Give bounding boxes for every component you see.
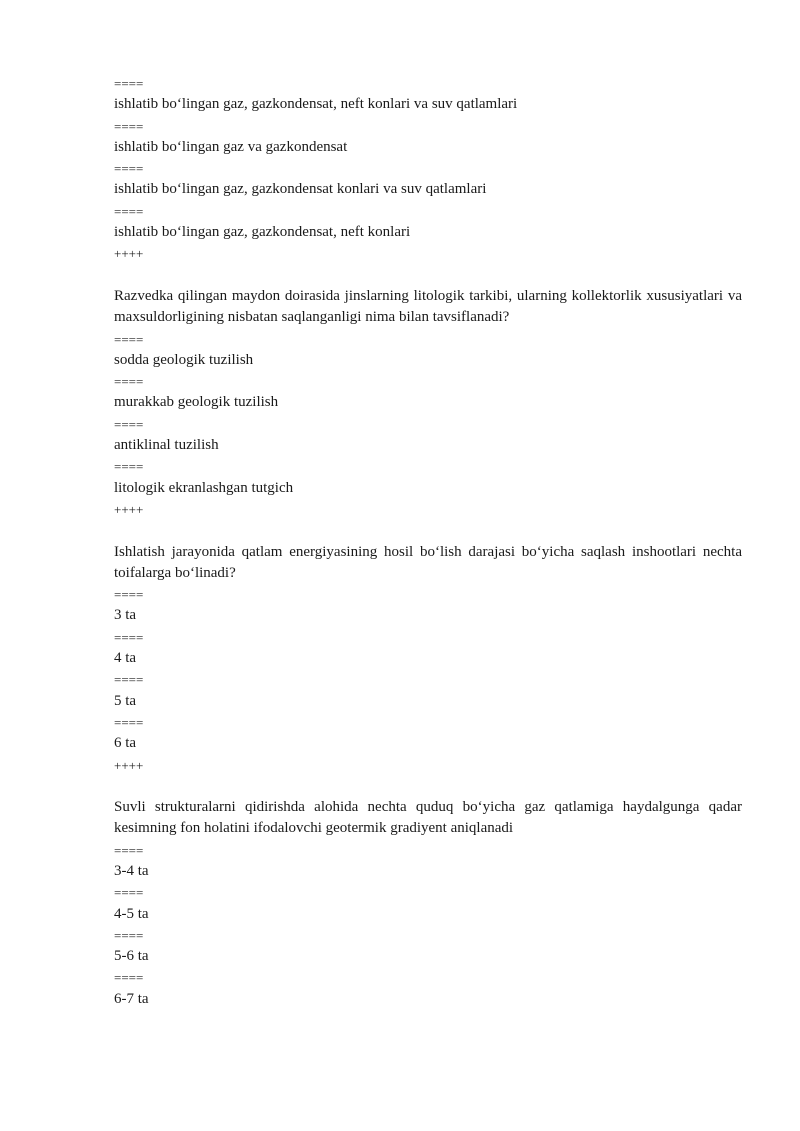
answer-option: 3-4 ta	[114, 862, 149, 879]
option-separator: ====	[114, 118, 144, 134]
answer-option: 4 ta	[114, 650, 137, 667]
answer-option: ishlatib boʻlingan gaz, gazkondensat, neft konlari va suv qatlamlari	[114, 96, 518, 113]
option-separator: ====	[114, 76, 144, 91]
option-separator: ====	[114, 374, 144, 390]
option-separator: ====	[114, 842, 144, 858]
answer-option: ishlatib boʻlingan gaz, gazkondensat, neft konlari	[114, 224, 411, 241]
question-block	[114, 797, 742, 1010]
question-text: Razvedka qilingan maydon doirasida jinslarning litologik tarkibi, ularning kollektorlik xususiyatlari va maxsuldorligining nisbatan saqlanganligi nima bilan tavsiflanadi?	[114, 287, 742, 326]
question-block	[114, 73, 742, 265]
option-separator: ====	[114, 927, 144, 943]
option-separator: ====	[114, 885, 144, 901]
answer-option: murakkab geologik tuzilish	[114, 394, 279, 411]
option-separator: ====	[114, 629, 144, 645]
answer-option: 5-6 ta	[114, 948, 149, 965]
answer-option: 5 ta	[114, 692, 137, 709]
question-block	[114, 542, 742, 776]
question-text: Suvli strukturalarni qidirishda alohida nechta quduq boʻyicha gaz qatlamiga haydalgunga qadar kesimning fon holatini ifodalovchi geotermik gradiyent aniqlanadi	[114, 799, 742, 837]
answer-option: ishlatib boʻlingan gaz, gazkondensat konlari va suv qatlamlari	[114, 181, 487, 198]
option-separator: ====	[114, 203, 144, 219]
option-separator: ====	[114, 970, 144, 986]
option-separator: ====	[114, 587, 144, 603]
question-end-marker: ++++	[114, 246, 144, 262]
answer-option: 6-7 ta	[114, 990, 149, 1007]
answer-option: 6 ta	[114, 735, 137, 752]
question-block	[114, 286, 742, 520]
option-separator: ====	[114, 161, 144, 177]
option-separator: ====	[114, 331, 144, 347]
option-separator: ====	[114, 459, 144, 475]
answer-option: ishlatib boʻlingan gaz va gazkondensat	[114, 138, 348, 155]
question-text: Ishlatish jarayonida qatlam energiyasining hosil boʻlish darajasi boʻyicha saqlash inshootlari nechta toifalarga boʻlinadi?	[114, 543, 742, 581]
document-page	[114, 73, 742, 1010]
question-end-marker: ++++	[114, 501, 144, 517]
option-separator: ====	[114, 416, 144, 432]
answer-option: litologik ekranlashgan tutgich	[114, 479, 294, 496]
answer-option: 4-5 ta	[114, 905, 149, 922]
answer-option: antiklinal tuzilish	[114, 437, 219, 454]
option-separator: ====	[114, 672, 144, 688]
answer-option: sodda geologik tuzilish	[114, 351, 254, 368]
question-end-marker: ++++	[114, 757, 144, 773]
answer-option: 3 ta	[114, 607, 137, 624]
option-separator: ====	[114, 714, 144, 730]
